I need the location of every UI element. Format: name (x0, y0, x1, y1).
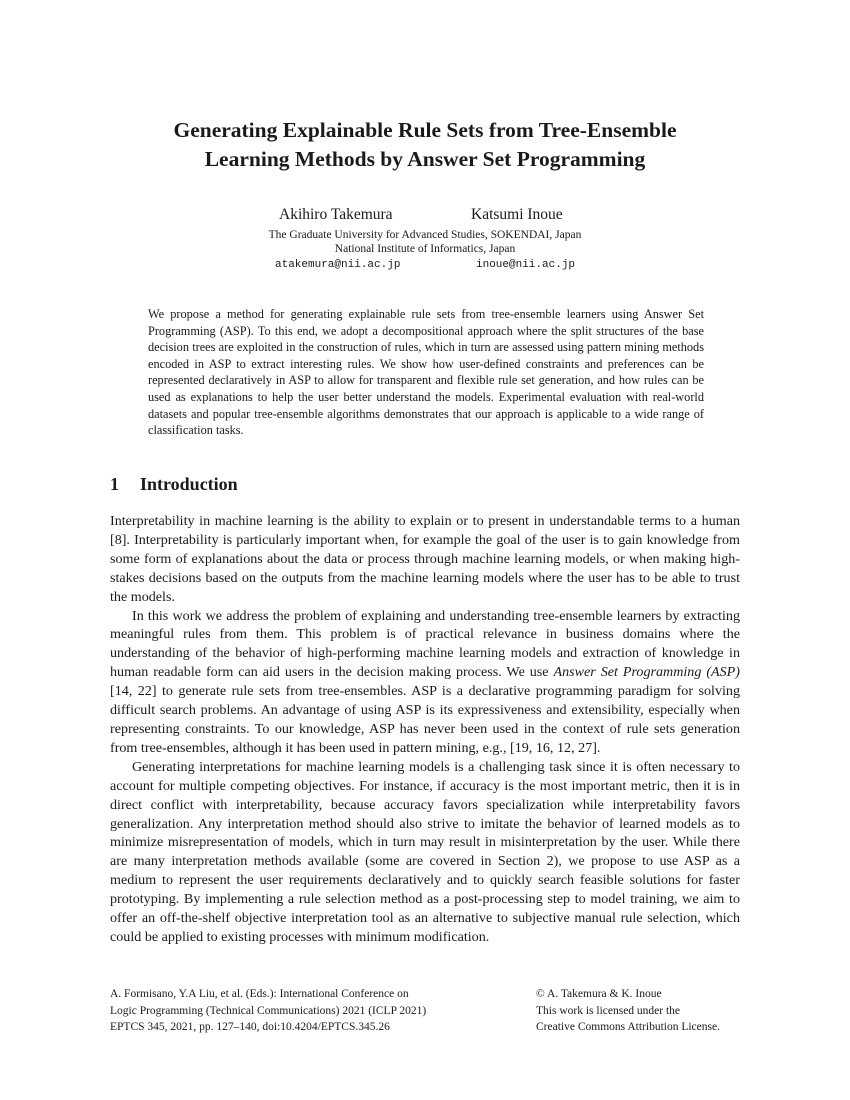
title-line-1: Generating Explainable Rule Sets from Tree-Ensemble (173, 118, 677, 142)
paragraph: Generating interpretations for machine learning models is a challenging task since it is often necessary to account for multiple competing objectives. For instance, if accuracy is the most important metric, then it is in direct conflict with interpretability, because accuracy favors specialization while interpretability favors generalization. Any interpretation method should also strive to imitate the behavior of learned models as to minimize misrepresentation of models, which in turn may result in misinterpretation by the user. While there are many interpretation methods available (some are covered in Section 2), we propose to use ASP as a medium to represent the user requirements declaratively and to quickly search feasible solutions for faster prototyping. By implementing a rule selection method as a post-processing step to model training, we aim to offer an off-the-shelf objective interpretation tool as an alternative to subjective manual rule selection, which could be applied to existing processes with minimum modification. (110, 758, 740, 945)
author-list (275, 206, 605, 226)
author-email: atakemura@nii.ac.jp (275, 259, 401, 271)
license-line: Creative Commons Attribution License. (536, 1021, 720, 1033)
abstract: We propose a method for generating explainable rule sets from tree-ensemble learners using Answer Set Programming (ASP). To this end, we adopt a decompositional approach where the split structures of the base decision trees are exploited in the construction of rules, which in turn are assessed using pattern mining methods encoded in ASP to extract interesting rules. We show how user-defined constraints and preferences can be represented declaratively in ASP to allow for transparent and flexible rule set generation, and how rules can be used as explanations to help the user better understand the models. Experimental evaluation with real-world datasets and popular tree-ensemble algorithms demonstrates that our approach is applicable to a wide range of classification tasks. (148, 307, 704, 438)
footer-line: Logic Programming (Technical Communications) 2021 (ICLP 2021) (110, 1004, 427, 1017)
footer-line: EPTCS 345, 2021, pp. 127–140, doi:10.4204/EPTCS.345.26 (110, 1021, 390, 1033)
publication-info (110, 986, 510, 1036)
paragraph (110, 607, 740, 758)
section-heading (110, 474, 238, 495)
paragraph: Interpretability in machine learning is the ability to explain or to present in understandable terms to a human [8]. Interpretability is particularly important when, for example the goal of the user is to gain knowledge from some form of explanations about the data or process through machine learning models, or when making high-stakes decisions based on the outputs from the machine learning models where the user has to be able to trust the models. (110, 513, 740, 605)
author-name: Akihiro Takemura (279, 206, 393, 223)
author-email: inoue@nii.ac.jp (476, 259, 576, 271)
section-title: Introduction (140, 474, 238, 494)
affiliation-line: The Graduate University for Advanced Studies, SOKENDAI, Japan (268, 229, 582, 241)
italic-term: Answer Set Programming (ASP) (553, 664, 740, 681)
section-number: 1 (110, 474, 119, 494)
footer-line: A. Formisano, Y.A Liu, et al. (Eds.): International Conference on (110, 988, 409, 1000)
paper-title (110, 116, 740, 174)
paragraph-text: [14, 22] to generate rule sets from tree-ensembles. ASP is a declarative programming paradigm for solving difficult search problems. An advantage of using ASP is its expressiveness and extensibility, especially when representing constraints. To our knowledge, ASP has never been used in the context of rule sets generation from tree-ensembles, although it has been used in pattern mining, e.g., [19, 16, 12, 27]. (110, 683, 740, 756)
license-info (536, 986, 756, 1036)
affiliation-line: National Institute of Informatics, Japan (334, 243, 516, 255)
title-line-2: Learning Methods by Answer Set Programming (204, 147, 646, 171)
paragraph-text: In this work we address the problem of explaining and understanding tree-ensemble learners by extracting meaningful rules from them. This problem is of practical relevance in business domains where the understanding of the behavior of high-performing machine learning models and extraction of knowledge in human readable form can aid users in the decision making process. We use (110, 607, 740, 681)
author-name: Katsumi Inoue (471, 206, 563, 223)
license-line: This work is licensed under the (536, 1004, 681, 1017)
author-emails (275, 259, 605, 275)
copyright-line: © A. Takemura & K. Inoue (536, 988, 662, 1000)
affiliations (170, 228, 680, 256)
body-text (110, 512, 740, 947)
